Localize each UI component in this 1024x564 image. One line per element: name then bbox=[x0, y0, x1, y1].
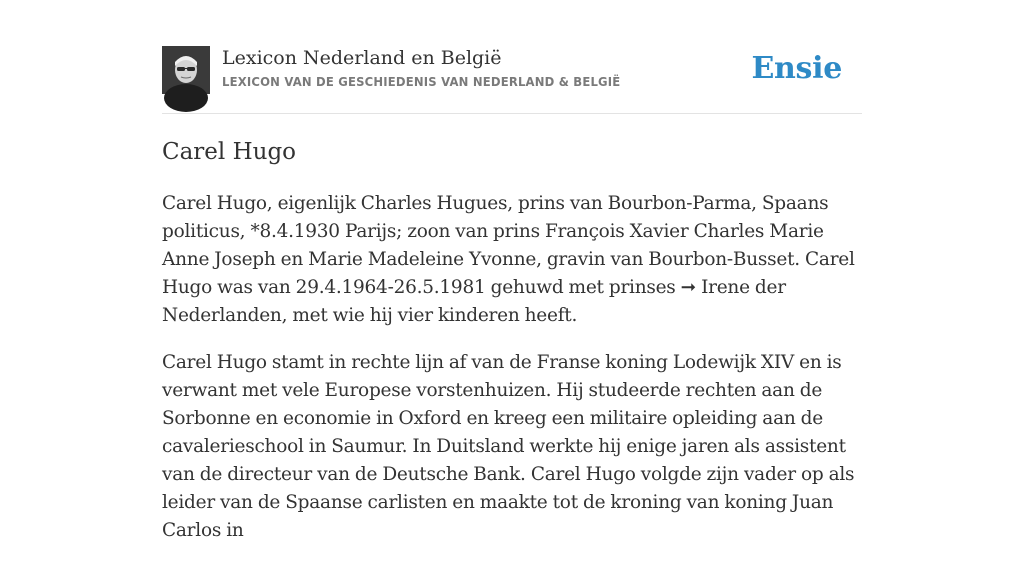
article-body bbox=[162, 190, 862, 564]
site-subtitle: LEXICON VAN DE GESCHIEDENIS VAN NEDERLAND & BELGIË bbox=[222, 74, 621, 89]
author-avatar[interactable] bbox=[162, 46, 210, 94]
site-header bbox=[162, 0, 862, 114]
portrait-icon bbox=[162, 46, 210, 94]
article-paragraph: Carel Hugo stamt in rechte lijn af van de Franse koning Lodewijk XIV en is verwant met vele Europese vorstenhuizen. Hij studeerde rechten aan de Sorbonne en economie in Oxford en kreeg een militaire opleiding aan de cavalerieschool in Saumur. In Duitsland werkte hij enige jaren als assistent van de directeur van de Deutsche Bank. Carel Hugo volgde zijn vader op als leider van de Spaanse carlisten en maakte tot de kroning van koning Juan Carlos in bbox=[162, 352, 855, 541]
article-paragraph: Carel Hugo, eigenlijk Charles Hugues, prins van Bourbon-Parma, Spaans politicus, *8.4.1930 Parijs; zoon van prins François Xavier Charles Marie Anne Joseph en Marie Madeleine Yvonne, gravin van Bourbon-Busset. Carel Hugo was van 29.4.1964-26.5.1981 gehuwd met prinses ➞ Irene der Nederlanden, met wie hij vier kinderen heeft. bbox=[162, 193, 855, 326]
ensie-logo-link[interactable]: Ensie bbox=[751, 51, 842, 86]
site-title[interactable]: Lexicon Nederland en België bbox=[222, 47, 502, 69]
article-title: Carel Hugo bbox=[162, 139, 297, 165]
content-column bbox=[162, 0, 862, 541]
